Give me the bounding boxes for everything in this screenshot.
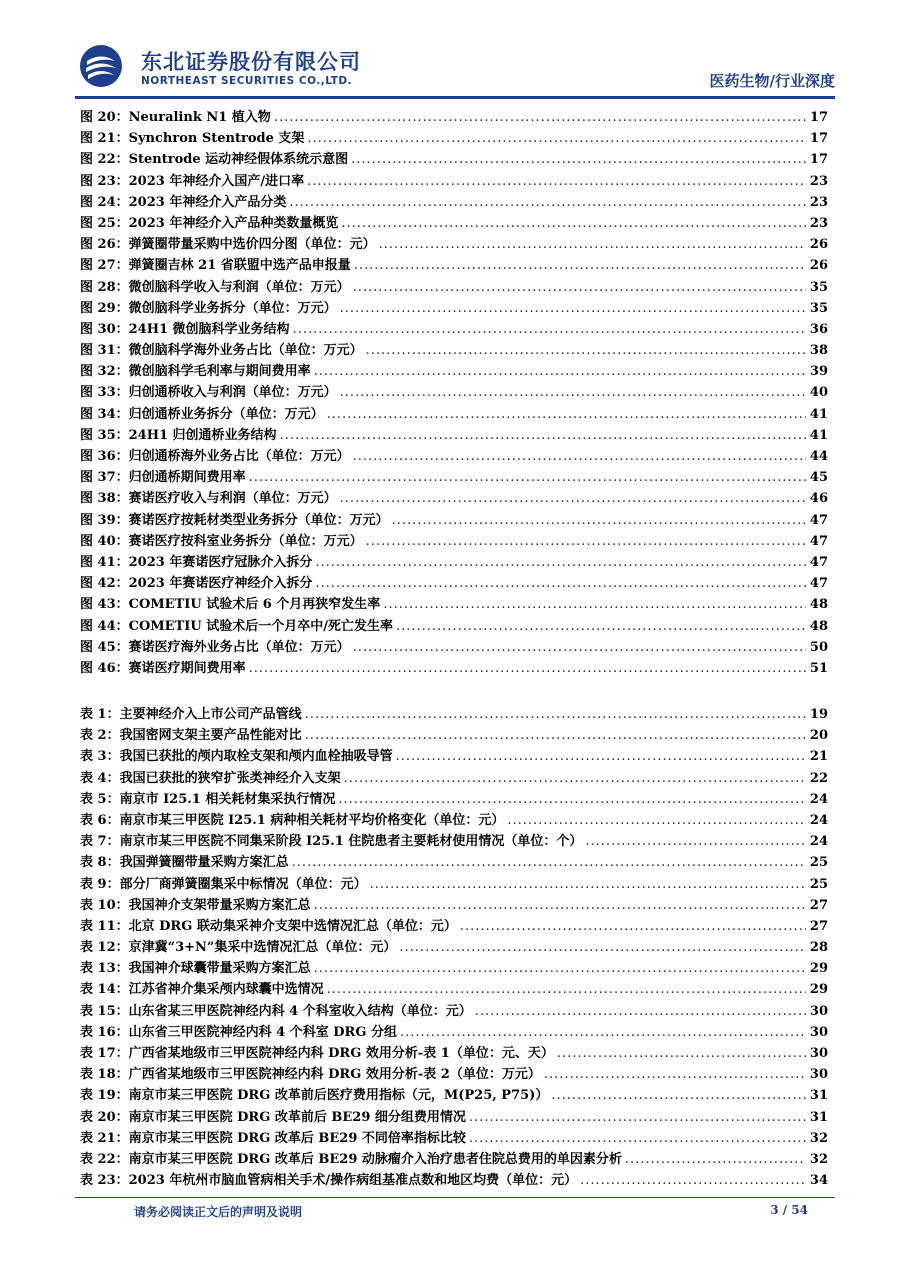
dot-leader <box>625 1152 806 1167</box>
figure-entry-page: 23 <box>809 194 828 210</box>
footer-rule <box>75 1197 835 1198</box>
figure-entry[interactable] <box>80 657 828 678</box>
figure-entry-label: 图 33：归创通桥收入与利润（单位：万元） <box>80 385 337 401</box>
dot-leader <box>340 385 806 400</box>
figure-entry[interactable] <box>80 593 828 614</box>
table-entry-label: 表 18：广西省某地级市三甲医院神经内科 DRG 效用分析-表 2（单位：万元） <box>80 1067 541 1083</box>
figure-entry[interactable] <box>80 572 828 593</box>
table-entry-page: 28 <box>809 940 828 956</box>
dot-leader <box>557 1046 806 1061</box>
figure-entry-page: 47 <box>809 554 828 570</box>
table-entry[interactable] <box>80 873 828 894</box>
figure-entry-page: 45 <box>809 470 828 486</box>
company-logo-icon <box>79 44 123 88</box>
figure-entry-page: 40 <box>809 385 828 401</box>
table-entry-page: 27 <box>809 897 828 913</box>
figure-entry[interactable] <box>80 466 828 487</box>
dot-leader <box>366 534 806 549</box>
figure-entry[interactable] <box>80 212 828 233</box>
figure-entry-label: 图 27：弹簧圈吉林 21 省联盟中选产品申报量 <box>80 258 351 274</box>
dot-leader <box>370 877 806 892</box>
dot-leader <box>580 1173 806 1188</box>
table-entry-page: 29 <box>809 961 828 977</box>
dot-leader <box>366 343 806 358</box>
dot-leader <box>379 237 806 252</box>
dot-leader <box>307 131 806 146</box>
figure-entry-label: 图 41：2023 年赛诺医疗冠脉介入拆分 <box>80 554 313 570</box>
figure-entry-label: 图 35：24H1 归创通桥业务结构 <box>80 427 277 443</box>
table-entry-page: 30 <box>809 1003 828 1019</box>
dot-leader <box>551 1088 806 1103</box>
table-entry-label: 表 22：南京市某三甲医院 DRG 改革后 BE29 动脉瘤介入治疗患者住院总费用的单因素分析 <box>80 1151 622 1167</box>
dot-leader <box>469 1110 806 1125</box>
dot-leader <box>305 728 806 743</box>
table-entry-label: 表 12：京津冀“3+N”集采中选情况汇总（单位：元） <box>80 940 397 956</box>
table-entry[interactable] <box>80 1148 828 1169</box>
table-entry-page: 19 <box>809 707 828 722</box>
dot-leader <box>396 749 806 764</box>
figure-entry-page: 35 <box>809 279 828 295</box>
figure-entry-label: 图 21：Synchron Stentrode 支架 <box>80 131 305 147</box>
dot-leader <box>280 428 806 443</box>
dot-leader <box>585 834 806 849</box>
figure-entry[interactable] <box>80 381 828 402</box>
figure-entry[interactable] <box>80 318 828 339</box>
dot-leader <box>327 982 806 997</box>
table-entry[interactable] <box>80 957 828 978</box>
table-entry-page: 34 <box>809 1173 828 1189</box>
table-entry-label: 表 15：山东省某三甲医院神经内科 4 个科室收入结构（单位：元） <box>80 1003 472 1019</box>
page-header <box>75 38 835 96</box>
figure-entry-page: 48 <box>809 597 828 613</box>
figure-entry[interactable] <box>80 127 828 148</box>
figure-entry-page: 51 <box>809 660 828 676</box>
table-entry[interactable] <box>80 767 828 788</box>
figure-entry-label: 图 30：24H1 微创脑科学业务结构 <box>80 321 290 337</box>
figure-entry-page: 41 <box>809 427 828 443</box>
table-entry-page: 29 <box>809 982 828 998</box>
dot-leader <box>292 855 806 870</box>
dot-leader <box>289 195 806 210</box>
table-entry-label: 表 4：我国已获批的狭窄扩张类神经介入支架 <box>80 770 341 786</box>
company-name-en: NORTHEAST SECURITIES CO.,LTD. <box>141 75 353 87</box>
figure-entry[interactable] <box>80 530 828 551</box>
figure-entry-page: 47 <box>809 512 828 528</box>
figure-entry[interactable] <box>80 487 828 508</box>
figure-entry-label: 图 26：弹簧圈带量采购中选价四分图（单位：元） <box>80 237 376 253</box>
dot-leader <box>400 1025 806 1040</box>
figure-entry-label: 图 28：微创脑科学收入与利润（单位：万元） <box>80 279 350 295</box>
dot-leader <box>469 1131 806 1146</box>
table-entry-label: 表 11：北京 DRG 联动集采神介支架中选情况汇总（单位：元） <box>80 918 457 934</box>
figure-entry-label: 图 20：Neuralink N1 植入物 <box>80 110 271 125</box>
table-entry[interactable] <box>80 1127 828 1148</box>
figure-entry[interactable] <box>80 424 828 445</box>
dot-leader <box>274 110 806 125</box>
figure-entry-label: 图 42：2023 年赛诺医疗神经介入拆分 <box>80 576 313 592</box>
table-entry[interactable] <box>80 1084 828 1105</box>
dot-leader <box>392 513 806 528</box>
figure-entry-label: 图 46：赛诺医疗期间费用率 <box>80 660 246 676</box>
table-entry-label: 表 20：南京市某三甲医院 DRG 改革前后 BE29 细分组费用情况 <box>80 1109 466 1125</box>
dot-leader <box>344 771 806 786</box>
figure-entry-page: 44 <box>809 449 828 464</box>
table-entry-label: 表 10：我国神介支架带量采购方案汇总 <box>80 897 311 913</box>
dot-leader <box>341 216 806 231</box>
dot-leader <box>340 491 806 506</box>
footer-disclaimer: 请务必阅读正文后的声明及说明 <box>134 1205 303 1219</box>
table-entry-label: 表 19：南京市某三甲医院 DRG 改革前后医疗费用指标（元，M(P25, P75)） <box>80 1088 549 1104</box>
dot-leader <box>353 280 806 295</box>
figure-index <box>80 106 828 678</box>
dot-leader <box>340 301 806 316</box>
dot-leader <box>507 813 806 828</box>
dot-leader <box>314 961 806 976</box>
figure-entry-label: 图 39：赛诺医疗按耗材类型业务拆分（单位：万元） <box>80 512 389 528</box>
dot-leader <box>314 898 806 913</box>
figure-entry-label: 图 23：2023 年神经介入国产/进口率 <box>80 173 305 189</box>
figure-entry-label: 图 45：赛诺医疗海外业务占比（单位：万元） <box>80 639 350 655</box>
figure-entry-page: 47 <box>809 533 828 549</box>
table-entry[interactable] <box>80 894 828 915</box>
figure-entry-page: 48 <box>809 618 828 634</box>
dot-leader <box>314 364 806 379</box>
dot-leader <box>315 576 806 591</box>
dot-leader <box>544 1067 806 1082</box>
table-entry-label: 表 5：南京市 I25.1 相关耗材集采执行情况 <box>80 791 336 807</box>
figure-entry[interactable] <box>80 360 828 381</box>
dot-leader <box>338 792 806 807</box>
table-entry-label: 表 8：我国弹簧圈带量采购方案汇总 <box>80 855 289 871</box>
figure-entry-label: 图 34：归创通桥业务拆分（单位：万元） <box>80 406 324 422</box>
table-entry-page: 24 <box>809 834 828 850</box>
figure-entry-page: 38 <box>809 343 828 359</box>
table-entry[interactable] <box>80 851 828 872</box>
figure-entry[interactable] <box>80 297 828 318</box>
figure-entry[interactable] <box>80 148 828 169</box>
table-entry[interactable] <box>80 1106 828 1127</box>
table-entry-page: 24 <box>809 812 828 828</box>
table-entry-label: 表 7：南京市某三甲医院不同集采阶段 I25.1 住院患者主要耗材使用情况（单位：个） <box>80 834 583 850</box>
figure-entry[interactable] <box>80 445 828 466</box>
table-entry-page: 31 <box>809 1088 828 1104</box>
table-entry-label: 表 9：部分厂商弹簧圈集采中标情况（单位：元） <box>80 876 367 892</box>
figure-entry-page: 26 <box>809 258 828 274</box>
table-entry[interactable] <box>80 936 828 957</box>
figure-entry[interactable] <box>80 276 828 297</box>
figure-entry-page: 17 <box>809 131 828 147</box>
figure-entry-label: 图 37：归创通桥期间费用率 <box>80 470 246 486</box>
figure-entry-page: 50 <box>809 639 828 655</box>
table-entry[interactable] <box>80 809 828 830</box>
table-entry[interactable] <box>80 745 828 766</box>
dot-leader <box>460 919 806 934</box>
figure-entry-label: 图 43：COMETIU 试验术后 6 个月再狭窄发生率 <box>80 597 381 613</box>
table-entry-label: 表 6：南京市某三甲医院 I25.1 病种相关耗材平均价格变化（单位：元） <box>80 812 505 828</box>
figure-entry[interactable] <box>80 254 828 275</box>
table-entry-label: 表 13：我国神介球囊带量采购方案汇总 <box>80 961 311 977</box>
table-entry[interactable] <box>80 1169 828 1190</box>
company-name-cn: 东北证券股份有限公司 <box>141 50 361 74</box>
table-entry-page: 32 <box>809 1130 828 1146</box>
figure-entry-label: 图 25：2023 年神经介入产品种类数量概览 <box>80 215 339 231</box>
figure-entry-page: 23 <box>809 173 828 189</box>
table-entry[interactable] <box>80 830 828 851</box>
table-entry-page: 24 <box>809 791 828 807</box>
figure-entry-label: 图 44：COMETIU 试验术后一个月卒中/死亡发生率 <box>80 618 393 634</box>
table-entry[interactable] <box>80 724 828 745</box>
figure-entry-label: 图 24：2023 年神经介入产品分类 <box>80 194 287 210</box>
table-entry-page: 22 <box>809 770 828 786</box>
table-entry-label: 表 23：2023 年杭州市脑血管病相关手术/操作病组基准点数和地区均费（单位：元） <box>80 1173 578 1189</box>
figure-entry-label: 图 22：Stentrode 运动神经假体系统示意图 <box>80 152 349 168</box>
table-entry-page: 27 <box>809 918 828 934</box>
figure-entry[interactable] <box>80 615 828 636</box>
figure-entry-label: 图 32：微创脑科学毛利率与期间费用率 <box>80 364 311 380</box>
table-entry-label: 表 2：我国密网支架主要产品性能对比 <box>80 728 302 744</box>
figure-entry[interactable] <box>80 339 828 360</box>
dot-leader <box>353 449 806 464</box>
table-entry[interactable] <box>80 915 828 936</box>
table-entry-page: 30 <box>809 1024 828 1040</box>
table-entry[interactable] <box>80 978 828 999</box>
table-entry[interactable] <box>80 1000 828 1021</box>
report-section: 医药生物/行业深度 <box>709 72 835 90</box>
figure-entry-label: 图 36：归创通桥海外业务占比（单位：万元） <box>80 449 350 464</box>
table-entry-label: 表 1：主要神经介入上市公司产品管线 <box>80 707 302 722</box>
figure-entry[interactable] <box>80 170 828 191</box>
figure-entry-label: 图 40：赛诺医疗按科室业务拆分（单位：万元） <box>80 533 363 549</box>
figure-entry-page: 17 <box>809 110 828 125</box>
figure-entry[interactable] <box>80 106 828 127</box>
table-entry-page: 32 <box>809 1151 828 1167</box>
figure-entry-page: 36 <box>809 321 828 337</box>
figure-entry-page: 46 <box>809 491 828 507</box>
dot-leader <box>354 258 806 273</box>
table-entry-label: 表 14：江苏省神介集采颅内球囊中选情况 <box>80 982 324 998</box>
dot-leader <box>327 407 806 422</box>
figure-entry[interactable] <box>80 233 828 254</box>
table-entry-page: 30 <box>809 1046 828 1061</box>
dot-leader <box>305 707 806 722</box>
figure-entry-label: 图 31：微创脑科学海外业务占比（单位：万元） <box>80 343 363 359</box>
dot-leader <box>249 470 806 485</box>
dot-leader <box>249 661 806 676</box>
figure-entry-page: 47 <box>809 576 828 592</box>
figure-entry[interactable] <box>80 551 828 572</box>
table-entry-page: 31 <box>809 1109 828 1125</box>
dot-leader <box>396 619 806 634</box>
table-entry-label: 表 21：南京市某三甲医院 DRG 改革后 BE29 不同倍率指标比较 <box>80 1130 466 1146</box>
table-entry[interactable] <box>80 788 828 809</box>
table-entry-label: 表 16：山东省三甲医院神经内科 4 个科室 DRG 分组 <box>80 1024 397 1040</box>
figure-entry[interactable] <box>80 636 828 657</box>
figure-entry[interactable] <box>80 403 828 424</box>
table-entry-page: 25 <box>809 855 828 871</box>
figure-entry-label: 图 38：赛诺医疗收入与利润（单位：万元） <box>80 491 337 507</box>
page-number: 3 / 54 <box>770 1203 808 1217</box>
figure-entry-page: 23 <box>809 215 828 231</box>
figure-entry-page: 39 <box>809 364 828 380</box>
dot-leader <box>351 152 806 167</box>
dot-leader <box>353 640 806 655</box>
dot-leader <box>293 322 806 337</box>
dot-leader <box>383 597 806 612</box>
dot-leader <box>475 1004 806 1019</box>
dot-leader <box>307 174 806 189</box>
figure-entry[interactable] <box>80 191 828 212</box>
table-entry-page: 20 <box>809 728 828 744</box>
figure-entry-label: 图 29：微创脑科学业务拆分（单位：万元） <box>80 300 337 316</box>
table-entry-page: 21 <box>809 749 828 765</box>
figure-entry-page: 17 <box>809 152 828 168</box>
figure-entry-page: 41 <box>809 406 828 422</box>
table-entry[interactable] <box>80 1021 828 1042</box>
table-entry-label: 表 17：广西省某地级市三甲医院神经内科 DRG 效用分析-表 1（单位：元、天） <box>80 1046 554 1061</box>
figure-entry[interactable] <box>80 509 828 530</box>
figure-entry-page: 35 <box>809 300 828 316</box>
table-entry[interactable] <box>80 703 828 724</box>
figure-entry-page: 26 <box>809 237 828 253</box>
table-entry-label: 表 3：我国已获批的颅内取栓支架和颅内血栓抽吸导管 <box>80 749 393 765</box>
dot-leader <box>399 940 806 955</box>
dot-leader <box>315 555 806 570</box>
table-entry[interactable] <box>80 1042 828 1063</box>
table-entry[interactable] <box>80 1063 828 1084</box>
table-entry-page: 30 <box>809 1067 828 1083</box>
header-rule <box>75 96 835 99</box>
table-entry-page: 25 <box>809 876 828 892</box>
table-index <box>80 703 828 1190</box>
